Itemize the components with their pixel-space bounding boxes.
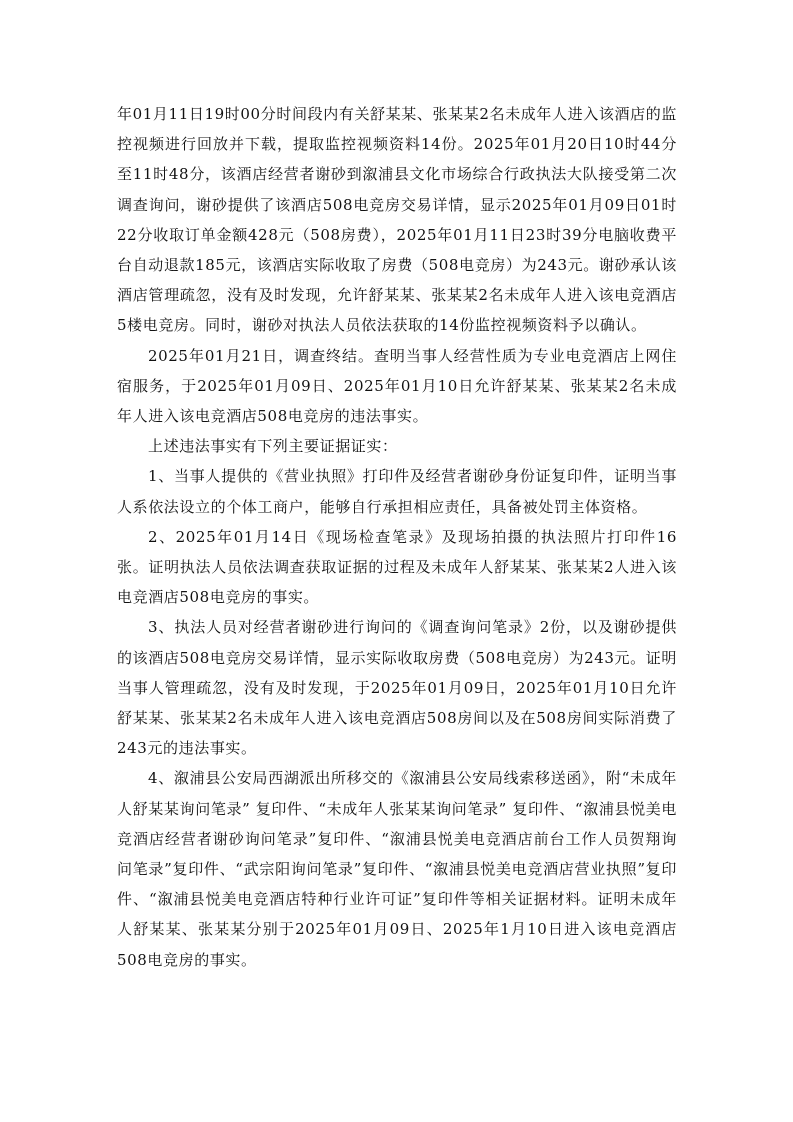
evidence-item-3: 3、执法人员对经营者谢砂进行询问的《调查询问笔录》2份，以及谢砂提供的该酒店508电竞房交易详情，显示实际收取房费（508电竞房）为243元。证明当事人管理疏忽，没有及时发现，于2025年01月09日，2025年01月10日允许舒某某、张某某2名未成年人进入该电竞酒店508房间以及在508房间实际消费了243元的违法事实。 [117,618,677,758]
paragraph-2: 2025年01月21日，调查终结。查明当事人经营性质为专业电竞酒店上网住宿服务，于2025年01月09日、2025年01月10日允许舒某某、张某某2名未成年人进入该电竞酒店508电竞房的违法事实。 [117,346,677,426]
paragraph-1: 年01月11日19时00分时间段内有关舒某某、张某某2名未成年人进入该酒店的监控视频进行回放并下载，提取监控视频资料14份。2025年01月20日10时44分至11时48分，该酒店经营者谢砂到溆浦县文化市场综合行政执法大队接受第二次调查询问，谢砂提供了该酒店508电竞房交易详情，显示2025年01月09日01时22分收取订单金额428元（508房费），2025年01月11日23时39分电脑收费平台自动退款185元，该酒店实际收取了房费（508电竞房）为243元。谢砂承认该酒店管理疏忽，没有及时发现，允许舒某某、张某某2名未成年人进入该电竞酒店5楼电竞房。同时，谢砂对执法人员依法获取的14份监控视频资料予以确认。 [117,105,677,335]
document-body [117,99,677,975]
evidence-item-1: 1、当事人提供的《营业执照》打印件及经营者谢砂身份证复印件，证明当事人系依法设立的个体工商户，能够自行承担相应责任，具备被处罚主体资格。 [117,467,677,516]
paragraph-3: 上述违法事实有下列主要证据证实： [148,437,398,456]
evidence-item-2: 2、2025年01月14日《现场检查笔录》及现场拍摄的执法照片打印件16张。证明执法人员依法调查获取证据的过程及未成年人舒某某、张某某2人进入该电竞酒店508电竞房的事实。 [117,527,677,607]
evidence-item-4: 4、溆浦县公安局西湖派出所移交的《溆浦县公安局线索移送函》，附“未成年人舒某某询问笔录” 复印件、“未成年人张某某询问笔录” 复印件、“溆浦县悦美电竞酒店经营者谢砂询问笔录”复印件、“溆浦县悦美电竞酒店前台工作人员贺翔询问笔录”复印件、“武宗阳询问笔录”复印件、“溆浦县悦美电竞酒店营业执照”复印件、“溆浦县悦美电竞酒店特种行业许可证”复印件等相关证据材料。证明未成年人舒某某、张某某分别于2025年01月09日、2025年1月10日进入该电竞酒店508电竞房的事实。 [117,769,677,969]
